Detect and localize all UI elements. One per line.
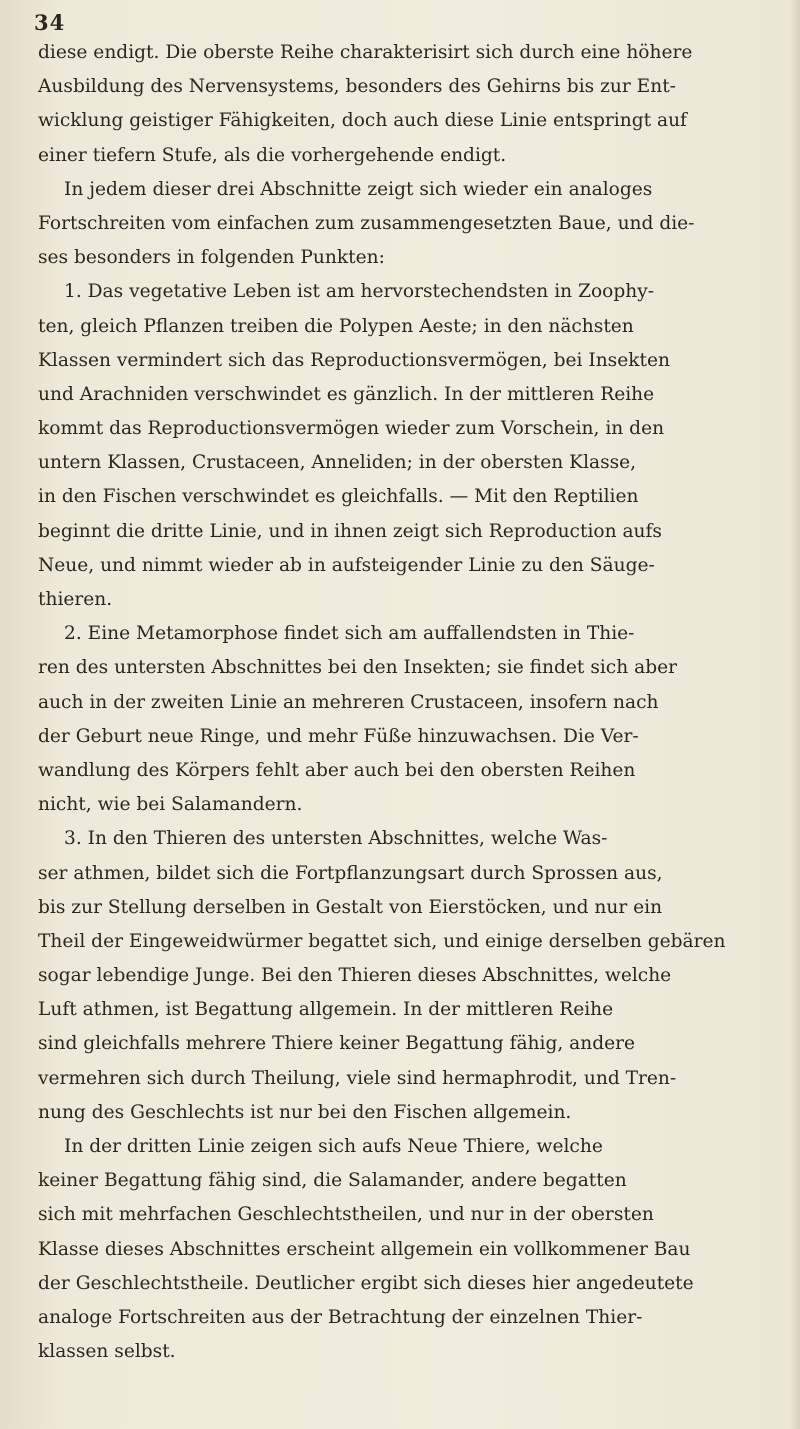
text-line: in den Fischen verschwindet es gleichfalls. — Mit den Reptilien (38, 486, 639, 508)
text-line: 1. Das vegetative Leben ist am hervorstechendsten in Zoophy- (64, 281, 654, 303)
text-line: In jedem dieser drei Abschnitte zeigt sich wieder ein analoges (64, 178, 653, 200)
text-line: Theil der Eingeweidwürmer begattet sich, und einige derselben gebären (38, 930, 726, 952)
text-line: vermehren sich durch Theilung, viele sind hermaphrodit, und Tren- (38, 1067, 677, 1089)
text-line: nicht, wie bei Salamandern. (38, 794, 303, 816)
text-line: ren des untersten Abschnittes bei den Insekten; sie findet sich aber (38, 657, 677, 679)
text-line: kommt das Reproductionsvermögen wieder zum Vorschein, in den (38, 418, 665, 440)
text-line: Ausbildung des Nervensystems, besonders des Gehirns bis zur Ent- (38, 76, 676, 98)
text-line: untern Klassen, Crustaceen, Anneliden; in der obersten Klasse, (38, 452, 637, 474)
text-line: keiner Begattung fähig sind, die Salamander, andere begatten (38, 1170, 627, 1192)
text-line: einer tiefern Stufe, als die vorhergehende endigt. (38, 144, 507, 166)
body-text (38, 36, 778, 1369)
text-line: Luft athmen, ist Begattung allgemein. In der mittleren Reihe (38, 999, 614, 1021)
text-line: Fortschreiten vom einfachen zum zusammengesetzten Baue, und die- (38, 212, 695, 234)
text-line: Neue, und nimmt wieder ab in aufsteigender Linie zu den Säuge- (38, 554, 655, 576)
text-line: thieren. (38, 589, 113, 610)
text-line: 3. In den Thieren des untersten Abschnittes, welche Was- (64, 828, 608, 850)
text-line: Klassen vermindert sich das Reproductionsvermögen, bei Insekten (38, 349, 670, 371)
text-line: beginnt die dritte Linie, und in ihnen zeigt sich Reproduction aufs (38, 520, 662, 542)
text-line: und Arachniden verschwindet es gänzlich. In der mittleren Reihe (38, 383, 655, 405)
text-line: diese endigt. Die oberste Reihe charakterisirt sich durch eine höhere (38, 42, 693, 63)
text-line: wicklung geistiger Fähigkeiten, doch auch diese Linie entspringt auf (38, 110, 687, 132)
text-line: sogar lebendige Junge. Bei den Thieren dieses Abschnittes, welche (38, 965, 672, 987)
text-line: 2. Eine Metamorphose findet sich am auffallendsten in Thie- (64, 623, 635, 645)
text-line: sich mit mehrfachen Geschlechtstheilen, und nur in der obersten (38, 1204, 654, 1226)
text-line: wandlung des Körpers fehlt aber auch bei den obersten Reihen (38, 759, 636, 781)
text-line: klassen selbst. (38, 1341, 176, 1363)
page-edge-shadow (790, 0, 800, 1429)
text-line: auch in der zweiten Linie an mehreren Crustaceen, insofern nach (38, 691, 659, 713)
text-line: ser athmen, bildet sich die Fortpflanzungsart durch Sprossen aus, (38, 862, 663, 884)
text-line: sind gleichfalls mehrere Thiere keiner Begattung fähig, andere (38, 1033, 636, 1055)
text-line: ten, gleich Pflanzen treiben die Polypen Aeste; in den nächsten (38, 315, 634, 337)
text-line: der Geburt neue Ringe, und mehr Füße hinzuwachsen. Die Ver- (38, 725, 639, 747)
text-line: bis zur Stellung derselben in Gestalt von Eierstöcken, und nur ein (38, 896, 663, 918)
text-line: der Geschlechtstheile. Deutlicher ergibt sich dieses hier angedeutete (38, 1272, 694, 1294)
text-line: In der dritten Linie zeigen sich aufs Neue Thiere, welche (64, 1136, 603, 1157)
text-line: analoge Fortschreiten aus der Betrachtung der einzelnen Thier- (38, 1306, 643, 1328)
text-line: Klasse dieses Abschnittes erscheint allgemein ein vollkommener Bau (38, 1238, 691, 1260)
text-line: nung des Geschlechts ist nur bei den Fischen allgemein. (38, 1101, 572, 1123)
text-line: ses besonders in folgenden Punkten: (38, 247, 385, 269)
page-number: 34 (34, 10, 66, 35)
